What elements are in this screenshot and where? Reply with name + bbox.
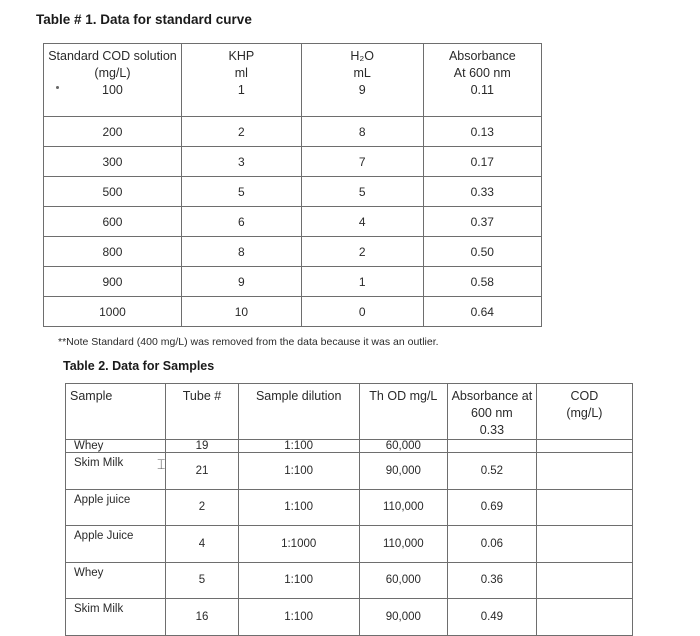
table-cell: 500	[44, 177, 182, 207]
cell-abs-033: 0.33	[479, 423, 505, 437]
table-cell: Apple Juice	[66, 526, 166, 563]
table-row	[44, 177, 542, 207]
table-row	[44, 207, 542, 237]
table-cell: Skim Milk	[66, 453, 166, 490]
header-standard-cod-line1: Standard COD solution	[48, 49, 177, 63]
table-cell: 21	[166, 453, 238, 490]
table-cell: 90,000	[359, 599, 447, 636]
table-cell: 0.58	[423, 267, 541, 297]
table-cell: 1	[301, 267, 423, 297]
header-cod	[536, 384, 632, 440]
table-cell: 3	[181, 147, 301, 177]
table-row	[66, 489, 633, 526]
header-absorbance	[423, 44, 541, 117]
table-cell: 6	[181, 207, 301, 237]
table-cell: 0.06	[448, 526, 537, 563]
table-cell: 1:100	[238, 599, 359, 636]
table-cell: 8	[301, 117, 423, 147]
table-cell: 5	[301, 177, 423, 207]
table1-header-row	[44, 44, 542, 117]
header-thod: Th OD mg/L	[359, 384, 447, 440]
table-cell: 0.49	[448, 599, 537, 636]
header-h2o	[301, 44, 423, 117]
header-cod-line1: COD	[570, 389, 599, 403]
table-cell: 4	[301, 207, 423, 237]
cell-abs-011: 0.11	[470, 83, 494, 97]
header-khp-line2: ml	[234, 66, 248, 80]
table-cell: 2	[181, 117, 301, 147]
cell-khp-1: 1	[237, 83, 245, 97]
header-h2o-line2: mL	[353, 66, 371, 80]
header-absorbance-line1: Absorbance	[448, 49, 516, 63]
table-cell: 5	[166, 562, 238, 599]
table-cell: 0.13	[423, 117, 541, 147]
header-absorbance-line1: Absorbance at	[451, 389, 533, 403]
table-cell: 4	[166, 526, 238, 563]
table1-title: Table # 1. Data for standard curve	[36, 12, 252, 27]
table-cell: 0.52	[448, 453, 537, 490]
table-cell: 9	[181, 267, 301, 297]
header-cod-line2: (mg/L)	[566, 406, 603, 420]
table-row	[44, 297, 542, 327]
table-row	[66, 440, 633, 453]
table-cell: 1:100	[238, 562, 359, 599]
table-cell	[536, 453, 632, 490]
table-cell: 300	[44, 147, 182, 177]
table-cell: 60,000	[359, 440, 447, 453]
header-absorbance-line2: At 600 nm	[453, 66, 511, 80]
table-cell	[448, 440, 537, 453]
table-cell: Apple juice	[66, 489, 166, 526]
standard-curve-table	[43, 43, 542, 327]
table-cell: 200	[44, 117, 182, 147]
outlier-note: **Note Standard (400 mg/L) was removed from the data because it was an outlier.	[58, 336, 439, 348]
header-standard-cod	[44, 44, 182, 117]
table-cell: 110,000	[359, 526, 447, 563]
table-cell: 110,000	[359, 489, 447, 526]
table-row	[66, 526, 633, 563]
table-cell: Skim Milk	[66, 599, 166, 636]
table-cell: 60,000	[359, 562, 447, 599]
table-cell: Whey	[66, 562, 166, 599]
samples-table	[65, 383, 633, 636]
table-cell: 0.36	[448, 562, 537, 599]
table-cell: 0.37	[423, 207, 541, 237]
table-cell: 8	[181, 237, 301, 267]
table-row	[44, 117, 542, 147]
table-cell: 0.17	[423, 147, 541, 177]
table-row	[66, 599, 633, 636]
header-sample: Sample	[66, 384, 166, 440]
table-cell	[536, 599, 632, 636]
table-cell: 90,000	[359, 453, 447, 490]
table-cell: 7	[301, 147, 423, 177]
table-cell: 10	[181, 297, 301, 327]
table-cell	[536, 562, 632, 599]
text-cursor-icon: ⌶	[157, 457, 166, 473]
table-cell: 0.69	[448, 489, 537, 526]
cell-cod-100: 100	[102, 83, 123, 97]
table-cell: 5	[181, 177, 301, 207]
header-standard-cod-line2: (mg/L)	[94, 66, 131, 80]
table-cell: 600	[44, 207, 182, 237]
cell-h2o-9: 9	[358, 83, 366, 97]
table-cell	[536, 489, 632, 526]
table-cell: 1:100	[238, 453, 359, 490]
table-cell: 2	[166, 489, 238, 526]
table-cell: 1:100	[238, 440, 359, 453]
table-cell	[536, 440, 632, 453]
header-absorbance-line2: 600 nm	[471, 406, 513, 420]
table-row	[44, 147, 542, 177]
table-cell: 0.33	[423, 177, 541, 207]
header-h2o-line1: H₂O	[350, 49, 374, 63]
header-tube: Tube #	[166, 384, 238, 440]
table-row	[66, 453, 633, 490]
table-cell	[536, 526, 632, 563]
table2-title: Table 2. Data for Samples	[63, 359, 215, 373]
table-cell: 0	[301, 297, 423, 327]
table-row	[44, 267, 542, 297]
header-absorbance-600	[448, 384, 537, 440]
table-cell: 1000	[44, 297, 182, 327]
table-cell: 16	[166, 599, 238, 636]
table-cell: 800	[44, 237, 182, 267]
table-cell: 0.64	[423, 297, 541, 327]
header-khp	[181, 44, 301, 117]
table-cell: 1:100	[238, 489, 359, 526]
table-cell: 0.50	[423, 237, 541, 267]
table-cell: 19	[166, 440, 238, 453]
table-row	[66, 562, 633, 599]
header-dilution: Sample dilution	[238, 384, 359, 440]
table-row	[44, 237, 542, 267]
table-cell: 2	[301, 237, 423, 267]
stray-dot-mark	[56, 86, 59, 89]
table-cell: 1:1000	[238, 526, 359, 563]
table-cell: 900	[44, 267, 182, 297]
table-cell: Whey	[66, 440, 166, 453]
table2-header-row	[66, 384, 633, 440]
header-khp-line1: KHP	[228, 49, 255, 63]
